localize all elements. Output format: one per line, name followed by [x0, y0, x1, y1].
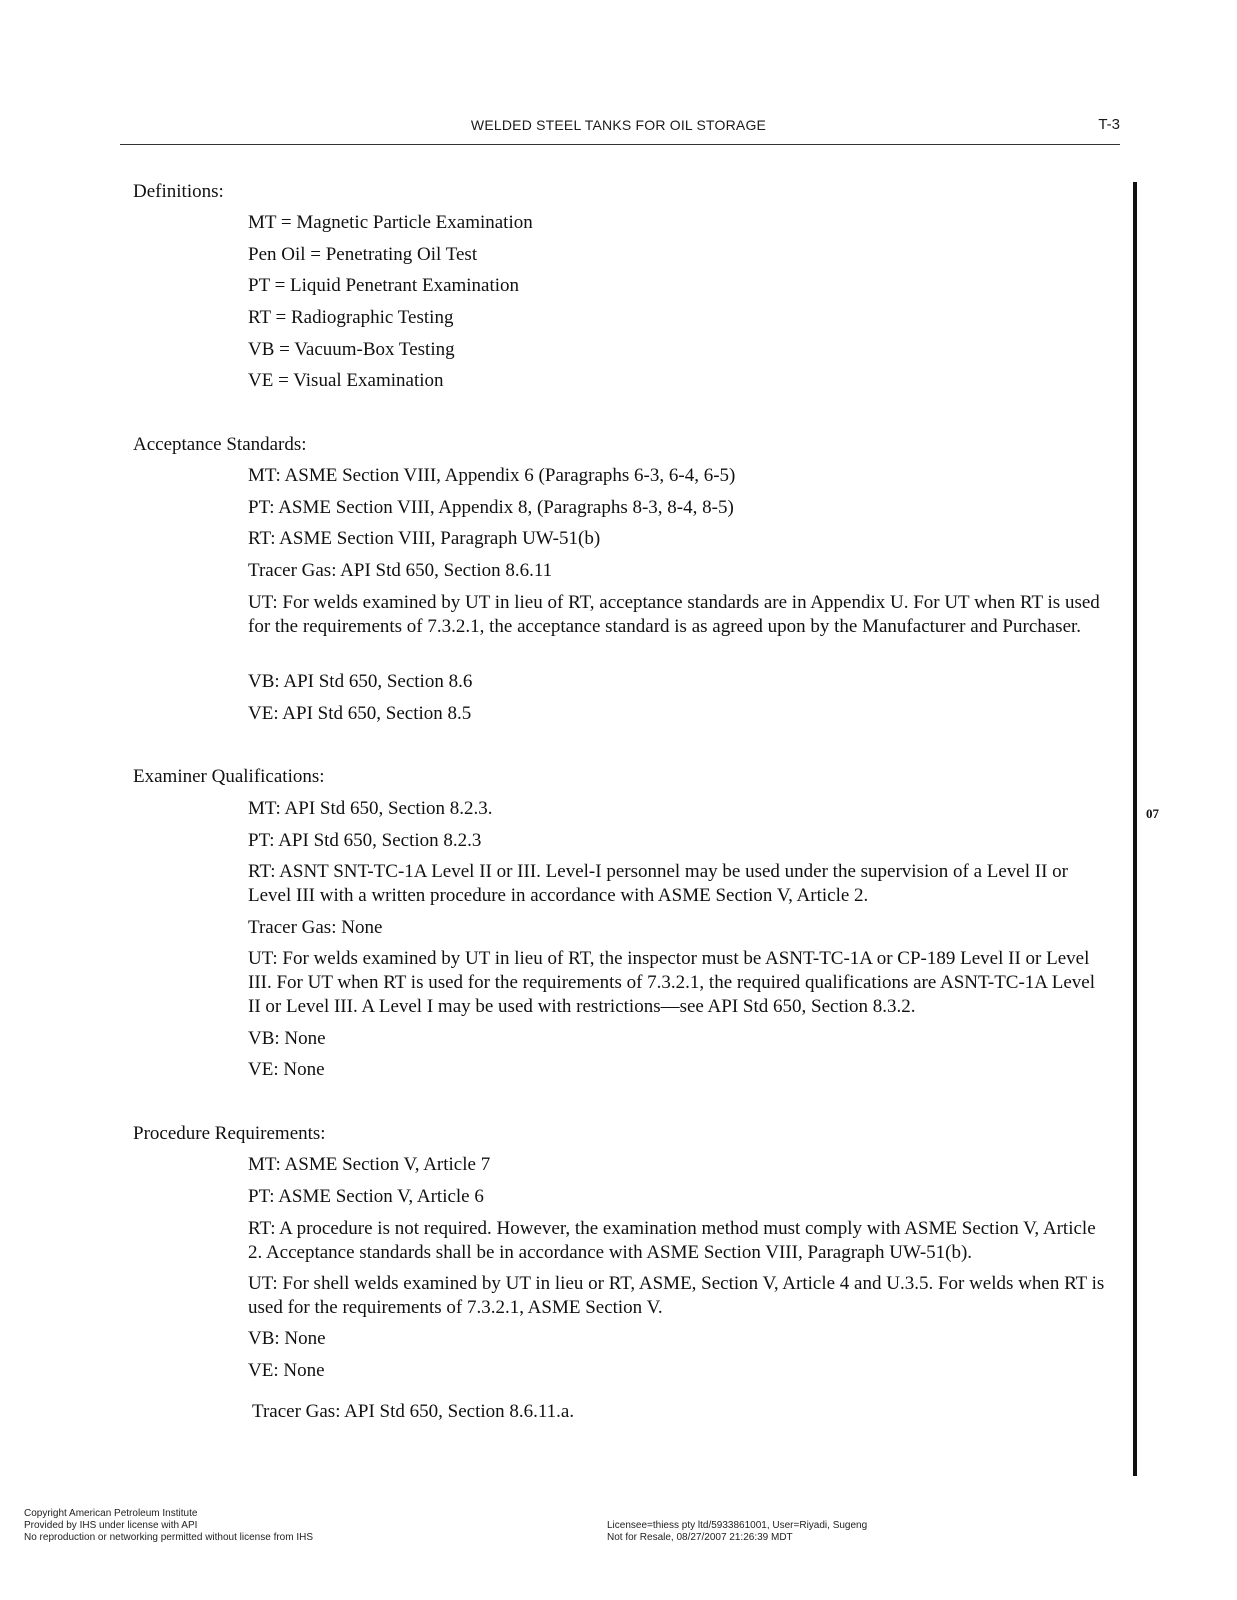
revision-change-bar	[1133, 182, 1137, 1476]
examiner-item: MT: API Std 650, Section 8.2.3.	[248, 798, 493, 819]
examiner-item: PT: API Std 650, Section 8.2.3	[248, 830, 482, 851]
revision-margin-note: 07	[1146, 806, 1159, 821]
definition-item: MT = Magnetic Particle Examination	[248, 212, 533, 233]
definition-item: PT = Liquid Penetrant Examination	[248, 275, 520, 296]
procedure-item: Tracer Gas: API Std 650, Section 8.6.11.a.	[252, 1401, 575, 1422]
examiner-item: RT: ASNT SNT-TC-1A Level II or III. Level-I personnel may be used under the supervision of a Level II or Level III with a written procedure in accordance with ASME Section V, Article 2.	[248, 861, 1068, 906]
footer-line: Copyright American Petroleum Institute	[24, 1508, 198, 1519]
section-heading-definitions: Definitions:	[133, 181, 224, 202]
footer-line: Not for Resale, 08/27/2007 21:26:39 MDT	[607, 1532, 793, 1543]
procedure-item: VB: None	[248, 1328, 326, 1349]
procedure-item: PT: ASME Section V, Article 6	[248, 1186, 484, 1207]
procedure-item: UT: For shell welds examined by UT in lieu or RT, ASME, Section V, Article 4 and U.3.5. For welds when RT is used for the requirements of 7.3.2.1, ASME Section V.	[248, 1273, 1105, 1318]
acceptance-item: VB: API Std 650, Section 8.6	[248, 671, 473, 692]
footer-copyright	[24, 1508, 313, 1544]
definition-item: Pen Oil = Penetrating Oil Test	[248, 244, 478, 265]
running-title: WELDED STEEL TANKS FOR OIL STORAGE	[470, 117, 767, 133]
definition-item: VE = Visual Examination	[248, 370, 444, 391]
footer-line: No reproduction or networking permitted without license from IHS	[24, 1532, 314, 1543]
footer-license	[607, 1520, 867, 1544]
section-heading-acceptance-standards: Acceptance Standards:	[133, 434, 307, 455]
footer-line: Licensee=thiess pty ltd/5933861001, User=Riyadi, Sugeng	[607, 1520, 868, 1531]
section-heading-procedure-requirements: Procedure Requirements:	[133, 1123, 326, 1144]
section-heading-examiner-qualifications: Examiner Qualifications:	[133, 766, 325, 787]
procedure-item: RT: A procedure is not required. However, the examination method must comply with ASME Section V, Article 2. Acceptance standards shall be in accordance with ASME Section VIII, Paragraph UW-51(b).	[248, 1218, 1096, 1263]
definition-item: VB = Vacuum-Box Testing	[248, 339, 455, 360]
procedure-item: MT: ASME Section V, Article 7	[248, 1154, 491, 1175]
acceptance-item: RT: ASME Section VIII, Paragraph UW-51(b)	[248, 528, 601, 549]
procedure-item: VE: None	[248, 1360, 325, 1381]
definition-item: RT = Radiographic Testing	[248, 307, 454, 328]
acceptance-item: VE: API Std 650, Section 8.5	[248, 703, 472, 724]
acceptance-item: PT: ASME Section VIII, Appendix 8, (Paragraphs 8-3, 8-4, 8-5)	[248, 497, 734, 518]
acceptance-item: Tracer Gas: API Std 650, Section 8.6.11	[248, 560, 553, 581]
examiner-item: UT: For welds examined by UT in lieu of RT, the inspector must be ASNT-TC-1A or CP-189 Level II or Level III. For UT when RT is used for the requirements of 7.3.2.1, the required qualifications are ASNT-TC-1A Level II or Level III. A Level I may be used with restrictions—see API Std 650, Section 8.3.2.	[248, 948, 1095, 1017]
examiner-item: VE: None	[248, 1059, 325, 1080]
header-rule	[120, 144, 1120, 145]
examiner-item: VB: None	[248, 1028, 326, 1049]
acceptance-item: UT: For welds examined by UT in lieu of RT, acceptance standards are in Appendix U. For UT when RT is used for the requirements of 7.3.2.1, the acceptance standard is as agreed upon by the Manufacturer and Purchaser.	[248, 592, 1100, 637]
examiner-item: Tracer Gas: None	[248, 917, 383, 938]
page-number: T-3	[1098, 116, 1120, 133]
footer-line: Provided by IHS under license with API	[24, 1520, 198, 1531]
acceptance-item: MT: ASME Section VIII, Appendix 6 (Paragraphs 6-3, 6-4, 6-5)	[248, 465, 736, 486]
